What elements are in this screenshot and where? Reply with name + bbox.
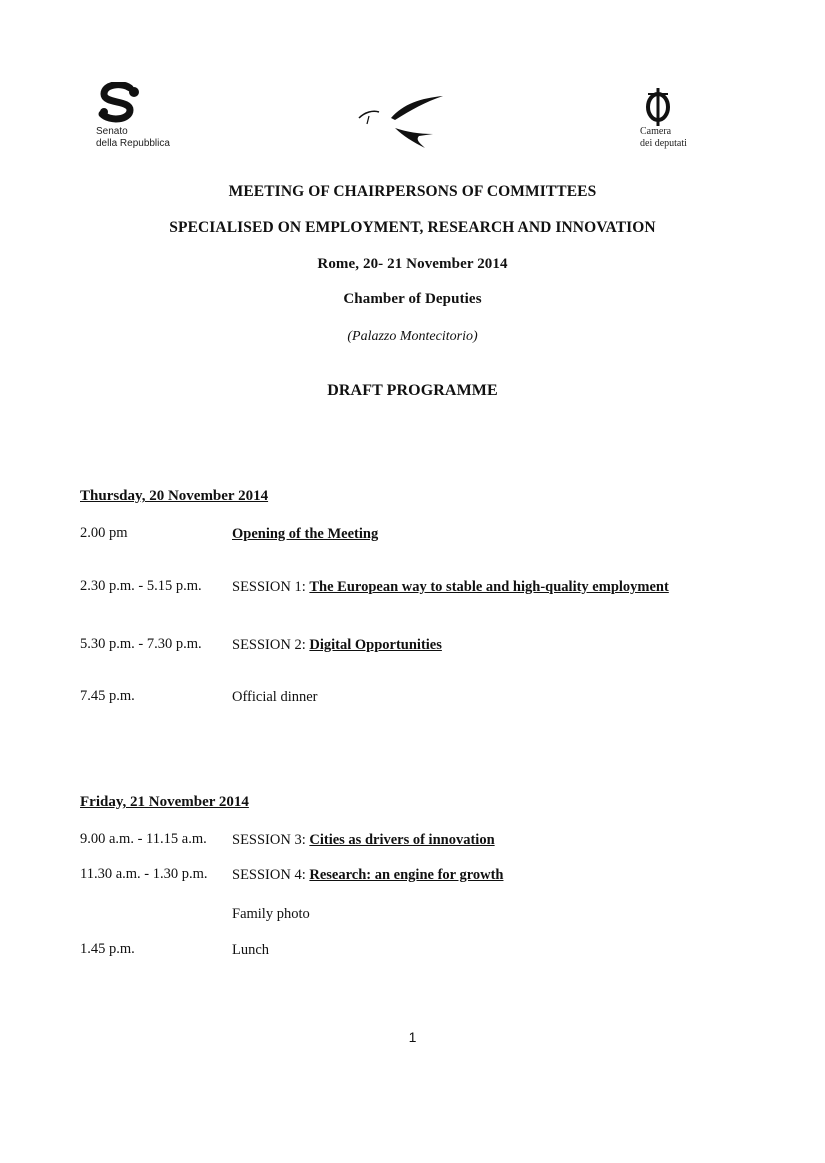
- senate-name-line1: Senato: [96, 126, 128, 137]
- day2-item: [232, 905, 310, 924]
- day2-item-time: 9.00 a.m. - 11.15 a.m.: [80, 831, 207, 847]
- chamber-name-line1: Camera: [640, 126, 672, 137]
- day2-item-time: 11.30 a.m. - 1.30 p.m.: [80, 866, 208, 882]
- chamber-name-line2: dei deputati: [640, 138, 687, 149]
- day1-item: [232, 525, 378, 544]
- meeting-title: MEETING OF CHAIRPERSONS OF COMMITTEES: [228, 183, 597, 200]
- day2-item-time: 1.45 p.m.: [80, 941, 135, 957]
- chamber-emblem-icon: [640, 86, 680, 126]
- day1-item: [232, 688, 318, 707]
- day2-item: [232, 831, 495, 850]
- bird-emblem-icon: [355, 90, 445, 150]
- day1-item-time: 2.00 pm: [80, 525, 128, 541]
- item-title: Family photo: [232, 906, 310, 922]
- chamber-logo: [638, 86, 718, 152]
- item-title: Opening of the Meeting: [232, 526, 379, 542]
- day1-item-time: 7.45 p.m.: [80, 688, 135, 704]
- day1-item: [232, 636, 442, 655]
- day1-title: Thursday, 20 November 2014: [80, 488, 269, 504]
- item-title: Lunch: [232, 942, 270, 958]
- meeting-venue: Chamber of Deputies: [343, 291, 482, 307]
- day1-item-time: 2.30 p.m. - 5.15 p.m.: [80, 578, 202, 594]
- day1-item: [232, 578, 692, 597]
- page-number: 1: [408, 1029, 417, 1045]
- center-logo: [355, 90, 445, 150]
- meeting-palace: (Palazzo Montecitorio): [347, 329, 478, 344]
- document-type: DRAFT PROGRAMME: [327, 382, 498, 399]
- item-title: Digital Opportunities: [309, 637, 442, 653]
- item-prefix: SESSION 3:: [232, 832, 310, 848]
- senate-name-line2: della Repubblica: [96, 138, 170, 149]
- item-prefix: SESSION 4:: [232, 867, 310, 883]
- day2-title: Friday, 21 November 2014: [80, 794, 249, 810]
- item-title: Cities as drivers of innovation: [309, 832, 495, 848]
- item-title: The European way to stable and high-quality employment: [309, 579, 669, 595]
- item-title: Official dinner: [232, 689, 318, 705]
- senate-emblem-icon: [96, 82, 144, 126]
- meeting-subtitle: SPECIALISED ON EMPLOYMENT, RESEARCH AND INNOVATION: [169, 219, 656, 236]
- senate-logo: [96, 82, 196, 152]
- item-prefix: SESSION 2:: [232, 637, 310, 653]
- day2-item: [232, 866, 503, 885]
- day1-item-time: 5.30 p.m. - 7.30 p.m.: [80, 636, 202, 652]
- meeting-dates: Rome, 20- 21 November 2014: [317, 256, 508, 272]
- day2-item: [232, 941, 269, 960]
- item-title: Research: an engine for growth: [309, 867, 504, 883]
- item-prefix: SESSION 1:: [232, 579, 310, 595]
